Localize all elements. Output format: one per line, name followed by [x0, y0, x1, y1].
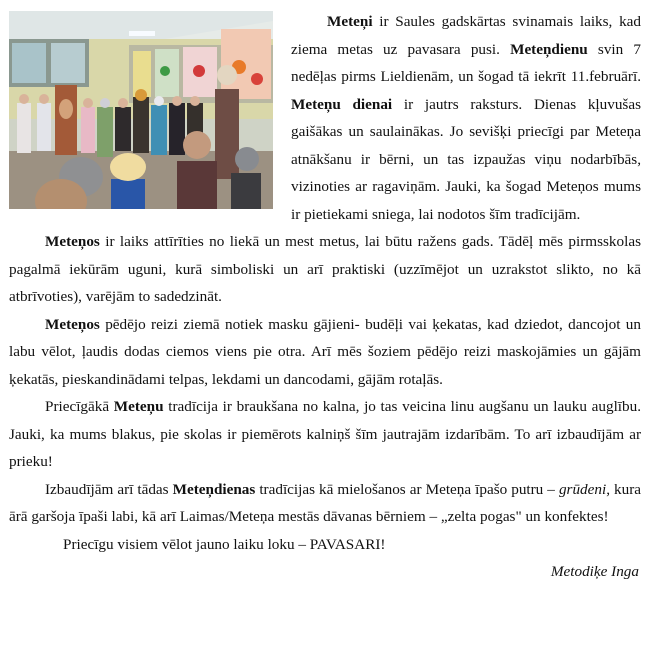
text-run: tradīcijas kā mielošanos ar Meteņa īpašo putru – — [255, 480, 559, 498]
text-run: tradīcija ir braukšana no kalna, jo tas veicina linu augšanu un lauku auglību. Jauki, ka mums blakus, pie skolas ir piemērots kalniņš šīm jautrajām izdarībām. To arī izbaudījām ar prieku! — [9, 398, 641, 470]
text-run: pēdējo reizi ziemā notiek masku gājieni- budēļi vai ķekatas, kad dziedot, dancojot un labu vēlot, ļaudis dodas ciemos viens pie otra. Arī mēs šoziem pēdējo reizi maskojāmies un gājām ķekatās, pieskandinādami telpas, lekdami un dancodami, gājām rotaļās. — [9, 315, 641, 388]
paragraph-fire — [9, 228, 641, 311]
photo-spacer — [9, 8, 283, 228]
text-run: ir Saules gadskārtas svinamais laiks, kad ziema metas uz pavasara pusi. — [291, 13, 641, 58]
text-run: Izbaudījām arī tādas — [45, 480, 173, 498]
bold-term: Meteņdienas — [172, 480, 256, 498]
text-run: ir laiks attīrīties no liekā un mest metus, lai būtu ražens gads. Tādēļ mēs pirmsskolas pagalmā iekūrām uguni, kurā simboliski un arī praktiski (uzzīmējot un uzrakstot slikto, no kā atbrīvoties), varējām to sadedzināt. — [9, 233, 641, 305]
text-run: svin 7 nedēļas pirms Lieldienām, un šogad tā iekrīt 11.februārī. — [291, 40, 641, 85]
bold-term: Meteņu dienai — [291, 95, 393, 113]
closing-wish: Priecīgu visiem vēlot jauno laiku loku – PAVASARI! — [63, 535, 386, 553]
bold-term: Meteņdienu — [510, 40, 588, 58]
signature: Metodiķe Inga — [550, 563, 639, 580]
paragraph-feast — [9, 476, 641, 531]
text-run: ir jautrs raksturs. Dienas kļuvušas gaišākas un saulainākas. Jo sevišķi priecīgi par Meteņa atnākšanu ir bērni, un tas izpaužas viņu nodarbībās, vizinoties ar ragaviņām. Jauki, ka šogad Meteņos mums ir pietiekami sniega, lai nodotos šīm tradīcijām. — [291, 95, 641, 223]
bold-term: Meteņos — [45, 233, 100, 250]
bold-term: Meteņu — [113, 398, 164, 415]
italic-term: grūdeni — [558, 480, 607, 498]
bold-term: Meteņos — [45, 315, 100, 333]
bold-term: Meteņi — [327, 13, 373, 30]
paragraph-masks — [9, 311, 641, 394]
text-run: Priecīgākā — [45, 398, 114, 415]
paragraph-sledding — [9, 393, 641, 476]
text-run: , kura ārā garšoja īpaši labi, kā arī Laimas/Meteņa mestās dāvanas bērniem – „zelta pogas" un konfektes! — [9, 480, 641, 525]
article-body — [9, 8, 641, 586]
